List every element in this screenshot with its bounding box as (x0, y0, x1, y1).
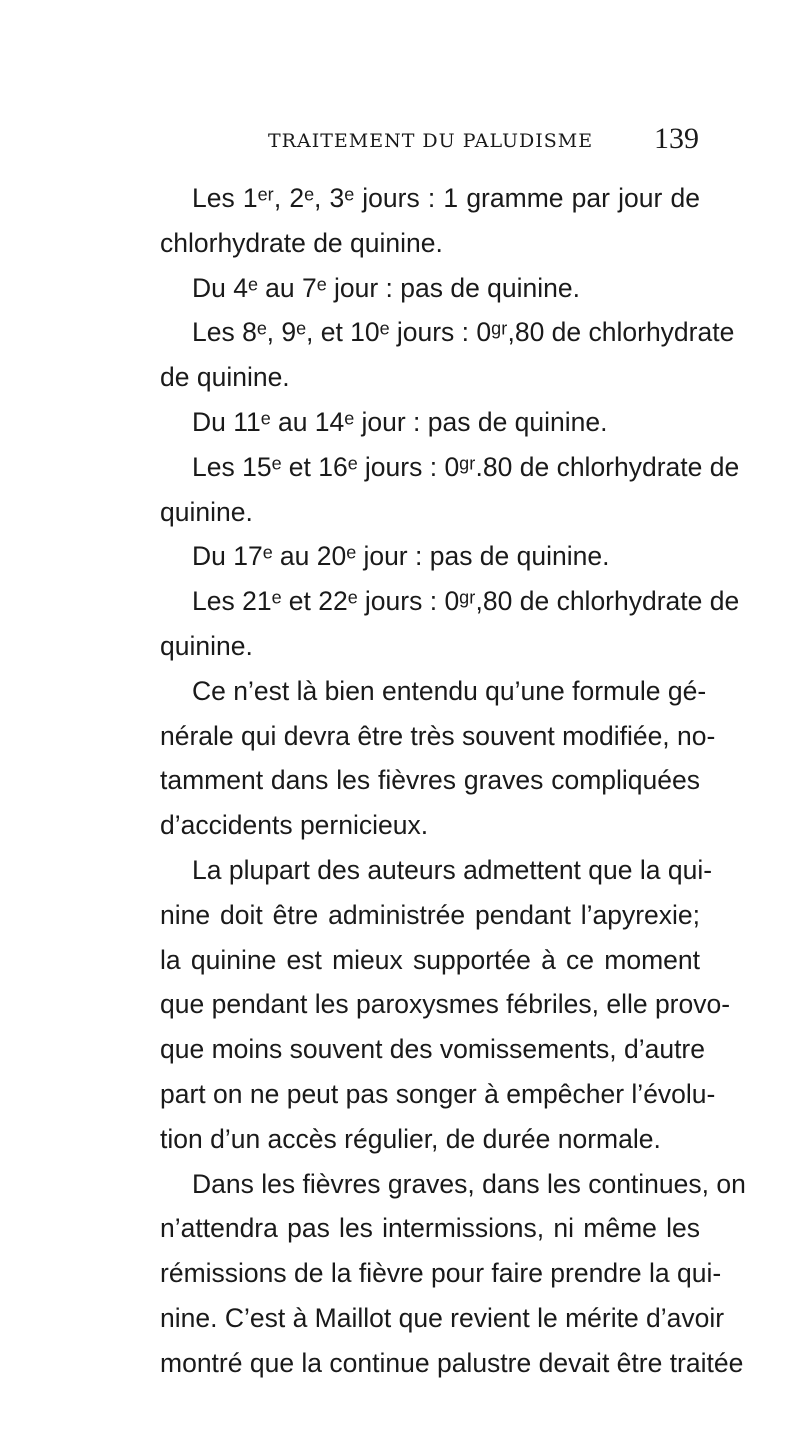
text-line: tamment dans les fièvres graves compliquées (160, 765, 700, 796)
text-line: Les 8ᵉ, 9ᵉ, et 10ᵉ jours : 0ᵍʳ,80 de chlorhydrate (192, 317, 735, 348)
text-line: Les 21ᵉ et 22ᵉ jours : 0ᵍʳ,80 de chlorhydrate de (192, 586, 740, 617)
text-line: Du 17ᵉ au 20ᵉ jour : pas de quinine. (192, 541, 610, 572)
text-line: rémissions de la fièvre pour faire prendre la qui- (160, 1258, 722, 1289)
text-line: quinine. (160, 630, 253, 661)
text-line: nine doit être administrée pendant l’apyrexie; (160, 899, 700, 930)
text-line: que pendant les paroxysmes fébriles, elle provo- (160, 989, 731, 1020)
text-line: Ce n’est là bien entendu qu’une formule gé- (192, 675, 707, 706)
text-line: Les 15ᵉ et 16ᵉ jours : 0ᵍʳ.80 de chlorhydrate de (192, 451, 740, 482)
text-line: Dans les fièvres graves, dans les continues, on (192, 1168, 746, 1199)
text-line: de quinine. (160, 362, 290, 393)
text-line: Du 4ᵉ au 7ᵉ jour : pas de quinine. (192, 272, 581, 303)
text-line: nine. C’est à Maillot que revient le mérite d’avoir (160, 1302, 725, 1333)
text-line: part on ne peut pas songer à empêcher l’évolu- (160, 1078, 716, 1109)
running-title: TRAITEMENT DU PALUDISME (268, 130, 594, 152)
text-line: que moins souvent des vomissements, d’autre (160, 1034, 705, 1065)
text-line: n’attendra pas les intermissions, ni même les (160, 1213, 700, 1244)
text-line: quinine. (160, 496, 253, 527)
text-line: la quinine est mieux supportée à ce moment (160, 944, 700, 975)
text-line: Du 11ᵉ au 14ᵉ jour : pas de quinine. (192, 406, 608, 437)
text-line: montré que la continue palustre devait être traitée (160, 1347, 744, 1378)
page-number: 139 (654, 122, 699, 155)
text-line: d’accidents pernicieux. (160, 810, 429, 841)
text-line: nérale qui devra être très souvent modifiée, no- (160, 720, 716, 751)
text-line: chlorhydrate de quinine. (160, 227, 443, 258)
body-text (160, 176, 746, 1386)
running-head (0, 122, 800, 162)
text-line: Les 1ᵉʳ, 2ᵉ, 3ᵉ jours : 1 gramme par jour de (192, 183, 700, 213)
text-line: tion d’un accès régulier, de durée normale. (160, 1123, 661, 1154)
text-line: La plupart des auteurs admettent que la qui- (192, 854, 713, 885)
